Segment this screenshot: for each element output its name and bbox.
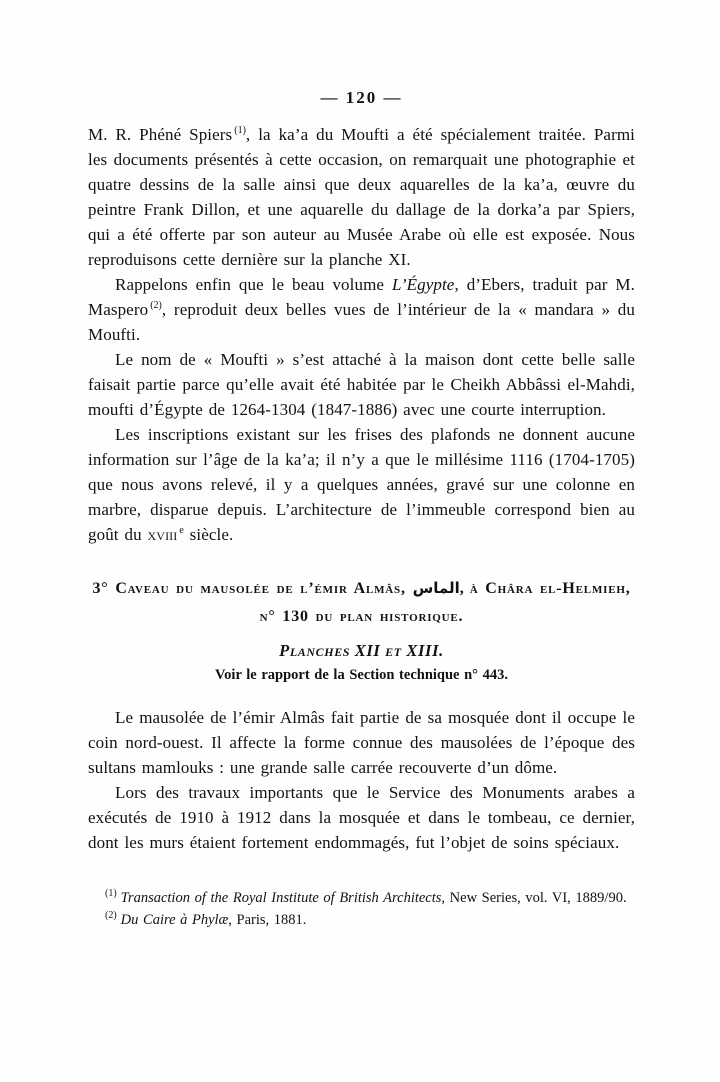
paragraph-inscriptions-text: Les inscriptions existant sur les frises des plafonds ne donnent aucune information sur l’âge de la ka’a; il n’y a que le millésime 1116 (1704-1705) que nous avons relevé, il y a quelques années, gravé sur une colonne en marbre, disparue depuis. L’architecture de l’immeuble correspond bien au goût du	[88, 425, 635, 544]
footnote-2	[88, 909, 635, 931]
paragraph-works: Lors des travaux importants que le Service des Monuments arabes a exécutés de 1910 à 1912 dans la mosquée et dans le tombeau, ce dernier, dont les murs étaient fortement endommagés, fut l’objet de soins spéciaux.	[88, 783, 635, 852]
footnote-2-marker: (2)	[105, 910, 117, 922]
footnote-2-rest: , Paris, 1881.	[228, 912, 307, 928]
century-ordinal-suffix: e	[179, 525, 184, 537]
footnote-ref-1: (1)	[234, 125, 246, 137]
text-block	[88, 122, 635, 931]
paragraph-ebers-text-cont: , reproduit deux belles vues de l’intérieur de la « mandara » du Moufti.	[88, 300, 635, 344]
paragraph-ebers-text-mid: , d’Ebers, traduit par M. Maspero	[88, 275, 635, 319]
section-heading	[88, 573, 635, 628]
paragraph-spiers-text-cont: , la ka’a du Moufti a été spécialement traitée. Parmi les documents présentés à cette occasion, on remarquait une photographie et quatre dessins de la salle ainsi que deux aquarelles de la ka’a, œuvre du peintre Frank Dillon, et une aquarelle du dallage de la dorka’a par Spiers, qui a été offerte par son auteur au Musée Arabe où elle est exposée. Nous reproduisons cette dernière sur la planche XI.	[88, 125, 635, 269]
page-number: — 120 —	[320, 88, 403, 107]
paragraph-spiers-text: M. R. Phéné Spiers	[88, 125, 233, 144]
paragraph-mausoleum: Le mausolée de l’émir Almâs fait partie de sa mosquée dont il occupe le coin nord-ouest. Il affecte la forme connue des mausolées de l’époque des sultans mamlouks : une grande salle carrée recouverte d’un dôme.	[88, 708, 635, 777]
footnote-1-title: Transaction of the Royal Institute of British Architects	[120, 890, 442, 906]
plates-reference: Planches XII et XIII.	[279, 641, 444, 660]
paragraph-ebers-text: Rappelons enfin que le beau volume	[115, 275, 392, 294]
century-roman-numeral: xviii	[147, 525, 178, 544]
section-heading-line2: n° 130 du plan historique.	[259, 608, 464, 625]
footnotes	[88, 887, 635, 931]
section-number: 3°	[92, 580, 109, 597]
section-title-rest: , à Châra el-Helmieh,	[459, 580, 631, 597]
paragraph-inscriptions	[88, 422, 635, 547]
footnote-ref-2: (2)	[150, 300, 162, 312]
footnote-2-title: Du Caire à Phylæ	[120, 912, 229, 928]
footnote-1-marker: (1)	[105, 888, 117, 900]
section-title-main: Caveau du mausolée de l’émir Almâs,	[115, 580, 406, 597]
footnote-1	[88, 887, 635, 909]
section-heading-line1	[88, 573, 635, 604]
paragraph-inscriptions-text-end: siècle.	[183, 525, 234, 544]
paragraph-ebers	[88, 272, 635, 347]
paragraph-spiers	[88, 122, 635, 272]
arabic-word: الماس	[412, 579, 460, 597]
report-note: Voir le rapport de la Section technique n° 443.	[215, 667, 508, 683]
footnote-1-rest: , New Series, vol. VI, 1889/90.	[441, 890, 627, 906]
book-title-egypte: L’Égypte	[391, 275, 455, 294]
paragraph-moufti-name: Le nom de « Moufti » s’est attaché à la maison dont cette belle salle faisait partie parce qu’elle avait été habitée par le Cheikh Abbâssi el-Mahdi, moufti d’Égypte de 1264-1304 (1847-1886) avec une courte interruption.	[88, 350, 635, 419]
